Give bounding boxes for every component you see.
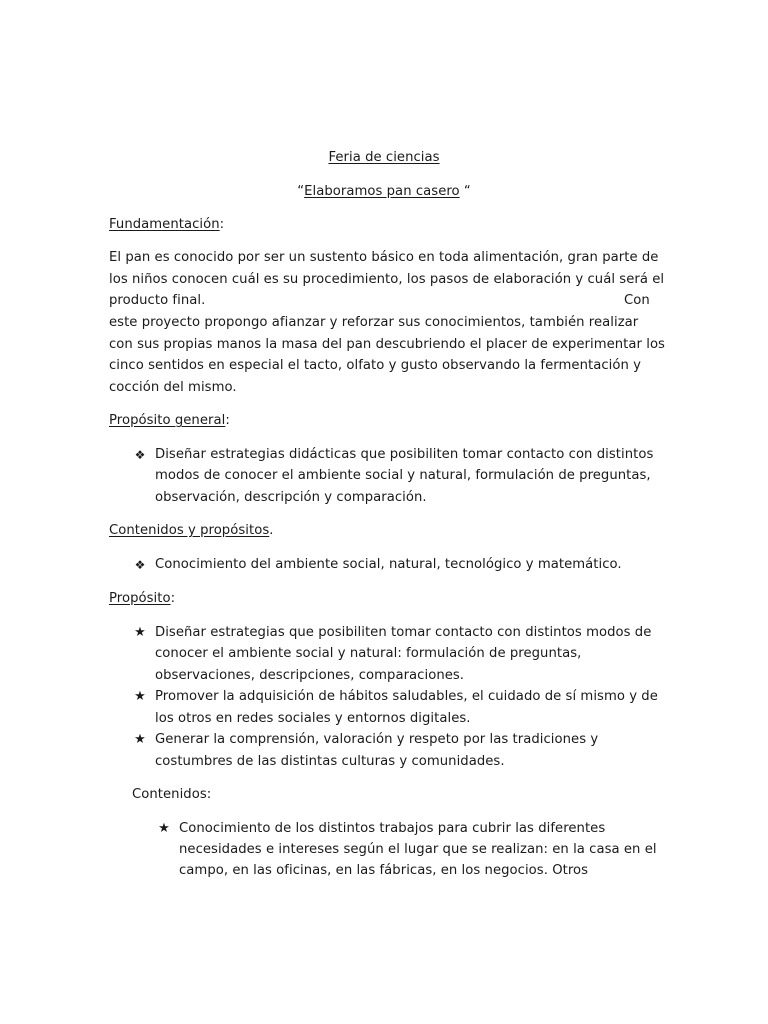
title-text: Feria de ciencias — [328, 150, 440, 165]
fundamentacion-line: El pan es conocido por ser un sustento básico en toda alimentación, gran parte de — [109, 250, 659, 265]
proposito-heading-colon: : — [170, 591, 176, 606]
contenidos-propositos-heading-text: Contenidos y propósitos — [109, 523, 270, 538]
contenidos-propositos-heading — [109, 523, 274, 539]
proposito-general-item-line: observación, descripción y comparación. — [155, 490, 427, 505]
fundamentacion-line: cocción del mismo. — [109, 380, 237, 395]
star-bullet-icon: ★ — [158, 821, 170, 836]
proposito-general-heading — [109, 413, 230, 429]
proposito-general-heading-text: Propósito general — [109, 413, 226, 428]
contenidos-item-line: Conocimiento de los distintos trabajos para cubrir las diferentes — [179, 821, 606, 836]
proposito-item-line: observaciones, descripciones, comparaciones. — [155, 668, 465, 683]
fundamentacion-line: Con — [624, 293, 650, 308]
proposito-general-item-line: modos de conocer el ambiente social y natural, formulación de preguntas, — [155, 468, 651, 483]
proposito-item-line: Promover la adquisición de hábitos saludables, el cuidado de sí mismo y de — [155, 689, 658, 704]
proposito-heading — [109, 591, 175, 607]
star-bullet-icon: ★ — [134, 625, 146, 640]
fundamentacion-heading-colon: : — [219, 217, 225, 232]
proposito-general-heading-colon: : — [225, 413, 230, 428]
document-title — [0, 150, 768, 166]
proposito-item-line: los otros en redes sociales y entornos digitales. — [155, 711, 471, 726]
star-bullet-icon: ★ — [134, 732, 146, 747]
fundamentacion-line: los niños conocen cuál es su procedimiento, los pasos de elaboración y cuál será el — [109, 272, 665, 287]
proposito-item-line: conocer el ambiente social y natural: formulación de preguntas, — [155, 646, 582, 661]
proposito-heading-text: Propósito — [109, 591, 171, 606]
contenidos-item-line: campo, en las oficinas, en las fábricas, en los negocios. Otros — [179, 863, 589, 878]
contenidos-propositos-heading-punct: . — [269, 523, 274, 538]
proposito-general-item-line: Diseñar estrategias didácticas que posibiliten tomar contacto con distintos — [155, 447, 654, 462]
proposito-item-line: costumbres de las distintas culturas y comunidades. — [155, 754, 505, 769]
subtitle-close-quote: “ — [459, 184, 471, 199]
contenidos-propositos-item: Conocimiento del ambiente social, natural, tecnológico y matemático. — [155, 557, 622, 572]
fundamentacion-line: este proyecto propongo afianzar y reforzar sus conocimientos, también realizar — [109, 315, 639, 330]
diamond-bullet-icon: ❖ — [134, 558, 146, 572]
fundamentacion-line: con sus propias manos la masa del pan descubriendo el placer de experimentar los — [109, 337, 665, 352]
proposito-item-line: Generar la comprensión, valoración y respeto por las tradiciones y — [155, 732, 599, 747]
subtitle-open-quote: “ — [297, 184, 305, 199]
star-bullet-icon: ★ — [134, 689, 146, 704]
document-subtitle — [0, 184, 768, 200]
contenidos-item-line: necesidades e intereses según el lugar que se realizan: en la casa en el — [179, 842, 657, 857]
proposito-item-line: Diseñar estrategias que posibiliten tomar contacto con distintos modos de — [155, 625, 652, 640]
contenidos-heading: Contenidos: — [132, 787, 212, 802]
fundamentacion-heading-text: Fundamentación — [109, 217, 220, 232]
diamond-bullet-icon: ❖ — [134, 448, 146, 462]
subtitle-text: Elaboramos pan casero — [304, 184, 460, 199]
fundamentacion-line: cinco sentidos en especial el tacto, olfato y gusto observando la fermentación y — [109, 358, 641, 373]
fundamentacion-line: producto final. — [109, 293, 206, 308]
fundamentacion-heading — [109, 217, 224, 233]
